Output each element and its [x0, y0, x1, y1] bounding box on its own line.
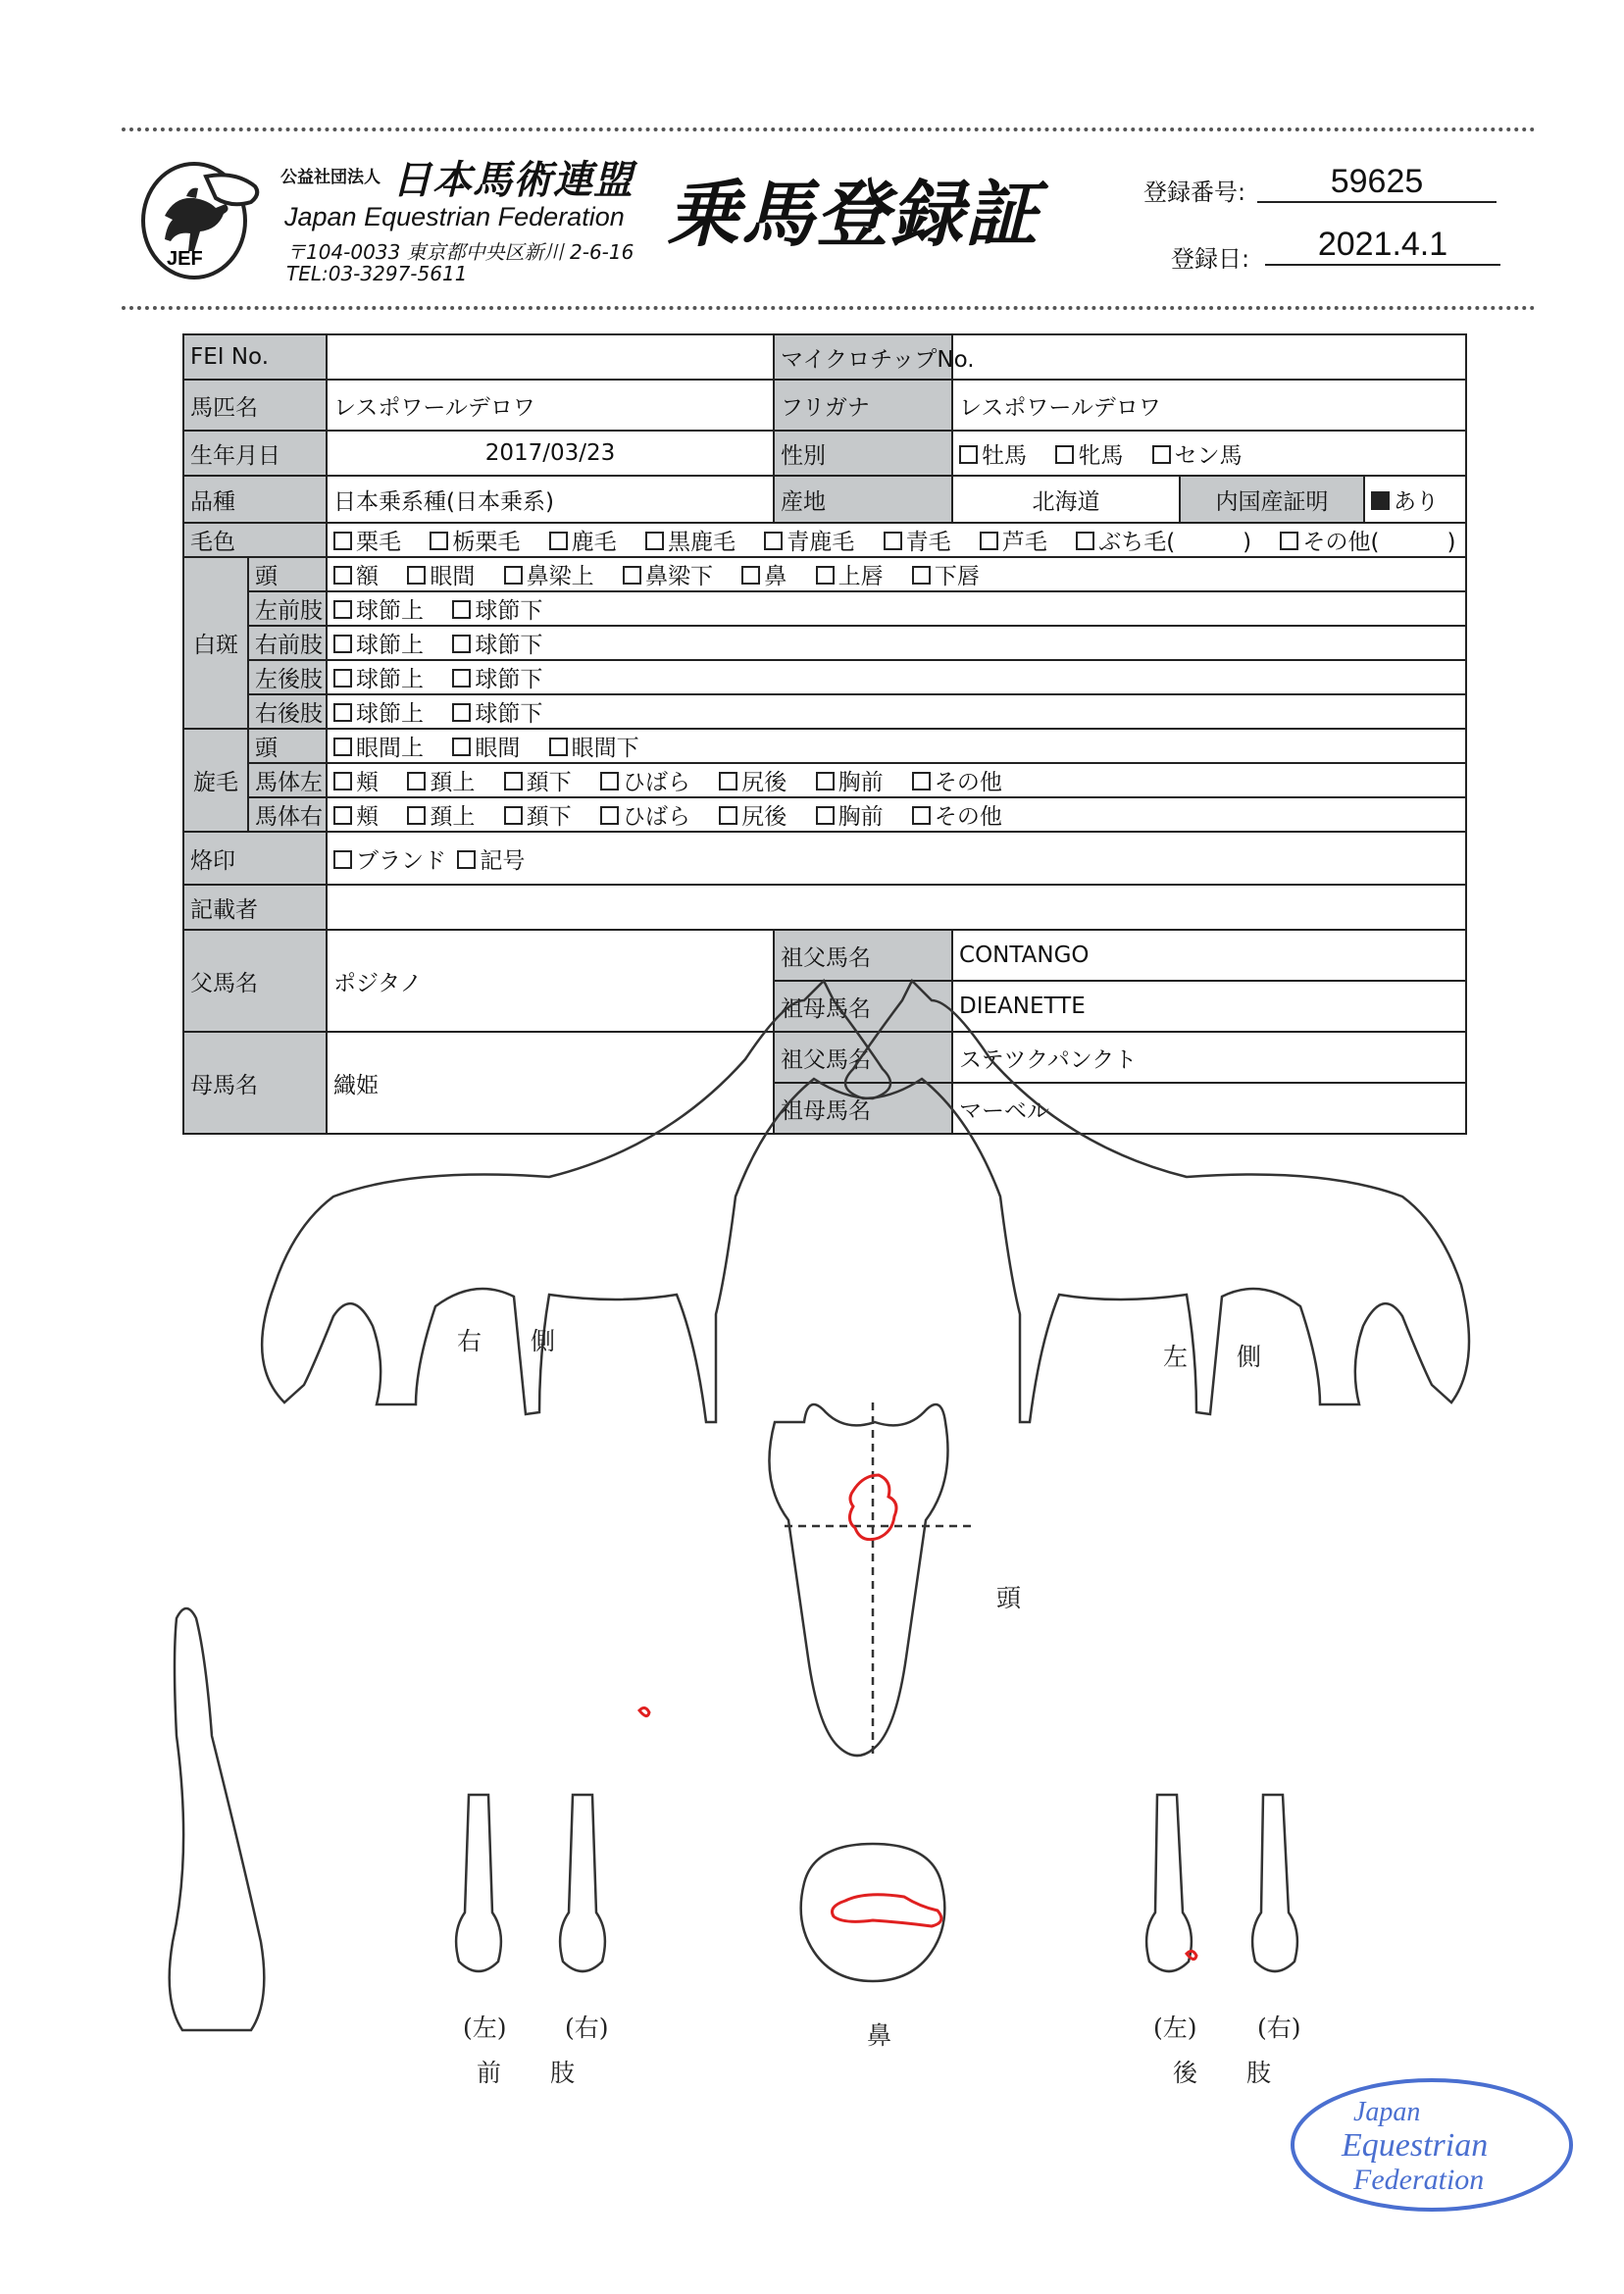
hindlimb-left-caption: (左)	[1153, 2014, 1197, 2042]
domestic-label: 内国産証明	[1180, 476, 1364, 523]
sire-value: ポジタノ	[327, 930, 774, 1032]
whorl-option[interactable]: 胸前	[816, 804, 884, 830]
coat-option[interactable]: 栃栗毛	[430, 530, 520, 555]
head-caption: 頭	[996, 1584, 1022, 1612]
coat-option[interactable]: 栗毛	[333, 530, 401, 555]
dam-gsire-value: ステツクパンクト	[952, 1032, 1466, 1083]
whorl-option[interactable]: その他	[912, 804, 1002, 830]
dam-label: 母馬名	[183, 1032, 327, 1134]
head-front-outline	[769, 1404, 947, 1756]
white-option[interactable]: 球節上	[333, 667, 424, 692]
sire-gdam-value: DIEANETTE	[952, 981, 1466, 1032]
left-forelimb-outline	[456, 1795, 501, 1971]
white-option[interactable]: 球節下	[452, 701, 542, 727]
white-option[interactable]: 球節下	[452, 633, 542, 658]
white-option[interactable]: 球節上	[333, 701, 424, 727]
name-label: 馬匹名	[183, 380, 327, 431]
coat-option[interactable]: その他( )	[1280, 530, 1455, 555]
white-option[interactable]: 下唇	[912, 564, 980, 589]
right-side-horse-outline	[262, 981, 890, 1422]
whorl-option[interactable]: 頚下	[504, 770, 572, 795]
coat-option[interactable]: 鹿毛	[549, 530, 617, 555]
sex-option[interactable]: セン馬	[1152, 443, 1243, 469]
kana-label: フリガナ	[774, 380, 952, 431]
fei-label: FEI No.	[183, 334, 327, 380]
nose-caption: 鼻	[867, 2021, 892, 2050]
white-option[interactable]: 球節上	[333, 633, 424, 658]
sex-option[interactable]: 牝馬	[1055, 443, 1123, 469]
left-side-horse-outline	[845, 981, 1469, 1422]
breed-label: 品種	[183, 476, 327, 523]
left-side-caption: 左 側	[1163, 1343, 1262, 1371]
reg-no-label: 登録番号:	[1143, 178, 1246, 206]
marking-overlay	[639, 1475, 1196, 1960]
hindlimb-marking	[1187, 1951, 1196, 1959]
white-option[interactable]: 鼻梁下	[623, 564, 713, 589]
svg-text:Federation: Federation	[1353, 2164, 1485, 2196]
white-option[interactable]: 鼻梁上	[504, 564, 594, 589]
whorl-label: 旋毛	[183, 729, 248, 832]
white-option[interactable]: 鼻	[741, 564, 787, 589]
white-option[interactable]: 眼間	[407, 564, 475, 589]
white-option[interactable]: 上唇	[816, 564, 884, 589]
brand-option[interactable]: 記号	[457, 848, 525, 874]
whorl-option[interactable]: 眼間	[452, 736, 520, 761]
reg-date-value: 2021.4.1	[1265, 226, 1500, 266]
hindlimb-right-caption: (右)	[1257, 2014, 1301, 2042]
whorl-option[interactable]: 眼間上	[333, 736, 424, 761]
dam-gdam-value: マーベル	[952, 1083, 1466, 1134]
sex-label: 性別	[774, 431, 952, 476]
white-part: 頭	[248, 557, 327, 591]
whorl-option[interactable]: ひばら	[600, 804, 690, 830]
coat-option[interactable]: ぶち毛( )	[1076, 530, 1251, 555]
dam-gsire-label: 祖父馬名	[774, 1032, 952, 1083]
whorl-part: 馬体左	[248, 763, 327, 797]
coat-option[interactable]: 青鹿毛	[764, 530, 854, 555]
whorl-option[interactable]: ひばら	[600, 770, 690, 795]
whorl-option[interactable]: 頚上	[407, 804, 475, 830]
forelimb-left-caption: (左)	[463, 2014, 507, 2042]
sire-gdam-label: 祖母馬名	[774, 981, 952, 1032]
white-option[interactable]: 額	[333, 564, 379, 589]
origin-value: 北海道	[952, 476, 1180, 523]
dam-gdam-label: 祖母馬名	[774, 1083, 952, 1134]
sex-option[interactable]: 牡馬	[959, 443, 1027, 469]
chip-label: マイクロチップNo.	[774, 334, 952, 380]
recorder-label: 記載者	[183, 885, 327, 930]
svg-text:Equestrian: Equestrian	[1342, 2127, 1489, 2164]
svg-text:JEF: JEF	[167, 248, 203, 270]
reg-date-label: 登録日:	[1171, 245, 1250, 273]
right-forelimb-outline	[560, 1795, 605, 1971]
whorl-option[interactable]: 胸前	[816, 770, 884, 795]
hindlimb-caption: 後 肢	[1173, 2059, 1272, 2087]
sire-label: 父馬名	[183, 930, 327, 1032]
white-part: 左前肢	[248, 591, 327, 626]
whorl-option[interactable]: 眼間下	[549, 736, 639, 761]
tel-line: TEL:03-3297-5611	[286, 262, 468, 285]
dob-value: 2017/03/23	[327, 431, 774, 476]
name-value: レスポワールデロワ	[327, 380, 774, 431]
whorl-option[interactable]: 尻後	[719, 770, 787, 795]
forelimb-right-caption: (右)	[565, 2014, 609, 2042]
whorl-option[interactable]: 頚下	[504, 804, 572, 830]
right-hindlimb-outline	[1252, 1795, 1297, 1971]
org-name-jp: 日本馬術連盟	[392, 158, 634, 203]
whorl-option[interactable]: その他	[912, 770, 1002, 795]
whorl-option[interactable]: 尻後	[719, 804, 787, 830]
whorl-part: 頭	[248, 729, 327, 763]
white-option[interactable]: 球節下	[452, 667, 542, 692]
right-side-caption: 右 側	[457, 1327, 556, 1355]
brand-label: 烙印	[183, 832, 327, 885]
white-part: 右前肢	[248, 626, 327, 660]
white-part: 左後肢	[248, 660, 327, 694]
white-option[interactable]: 球節上	[333, 598, 424, 624]
white-option[interactable]: 球節下	[452, 598, 542, 624]
whorl-option[interactable]: 頬	[333, 804, 379, 830]
nose-marking	[833, 1895, 941, 1926]
dob-label: 生年月日	[183, 431, 327, 476]
whorl-option[interactable]: 頚上	[407, 770, 475, 795]
white-label: 白斑	[183, 557, 248, 729]
left-hindlimb-outline	[1146, 1795, 1192, 1971]
sire-gsire-value: CONTANGO	[952, 930, 1466, 981]
reg-no-value: 59625	[1257, 163, 1497, 203]
sire-gsire-label: 祖父馬名	[774, 930, 952, 981]
org-prefix: 公益社団法人	[280, 168, 381, 187]
whorl-option[interactable]: 頬	[333, 770, 379, 795]
coat-label: 毛色	[183, 523, 327, 557]
certificate-title: 乗馬登録証	[667, 173, 1040, 257]
coat-option[interactable]: 黒鹿毛	[645, 530, 736, 555]
top-view-horse-outline	[170, 1608, 265, 2030]
domestic-value: あり	[1364, 476, 1466, 523]
address-line: 〒104-0033 東京都中央区新川 2-6-16	[286, 240, 634, 264]
breed-value: 日本乗系種(日本乗系)	[327, 476, 774, 523]
org-name-en: Japan Equestrian Federation	[284, 202, 625, 231]
dam-value: 織姫	[327, 1032, 774, 1134]
coat-option[interactable]: 芦毛	[980, 530, 1047, 555]
kana-value: レスポワールデロワ	[952, 380, 1466, 431]
svg-text:Japan: Japan	[1353, 2097, 1421, 2127]
forelimb-marking	[639, 1708, 649, 1715]
forelimb-caption: 前 肢	[477, 2059, 576, 2087]
coat-option[interactable]: 青毛	[884, 530, 951, 555]
jef-stamp	[1285, 2071, 1579, 2218]
whorl-part: 馬体右	[248, 797, 327, 832]
white-part: 右後肢	[248, 694, 327, 729]
brand-option[interactable]: ブランド	[333, 848, 446, 874]
origin-label: 産地	[774, 476, 952, 523]
nose-outline	[801, 1844, 945, 1981]
